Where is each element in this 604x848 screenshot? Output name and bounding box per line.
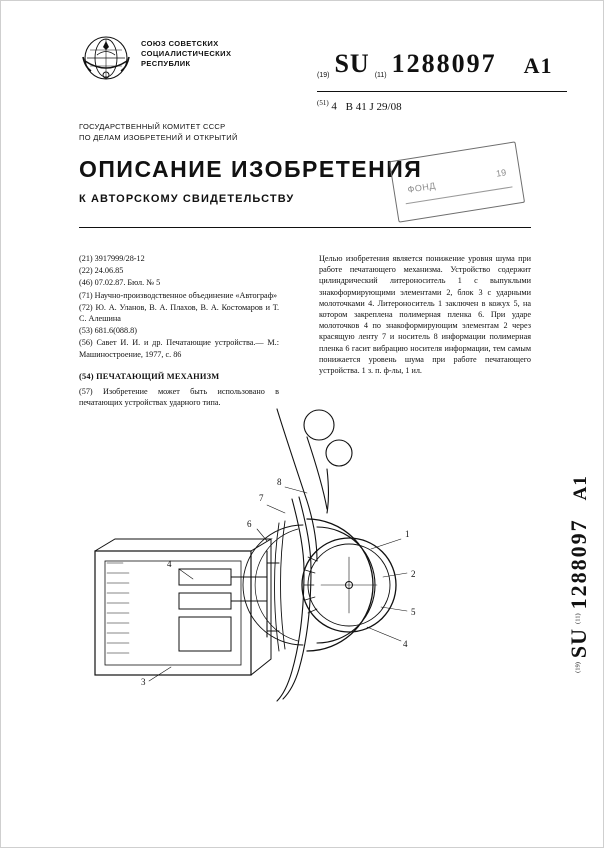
callout-4: 4: [403, 639, 408, 649]
side-code-11: (11): [574, 613, 582, 624]
ussr-coat-of-arms-icon: [79, 31, 133, 85]
side-code-19: (19): [574, 662, 582, 673]
archive-stamp: [389, 141, 525, 222]
header-rule: [79, 227, 531, 228]
biblio-left-column: [79, 253, 279, 408]
field-72: (72) Ю. А. Уланов, В. А. Плахов, В. А. Костомаров и Т. С. Алешина: [79, 302, 279, 324]
callout-6: 6: [247, 519, 252, 529]
document-header: [1, 1, 604, 142]
code-51-label: (51): [317, 99, 329, 107]
side-country-code: SU: [566, 627, 591, 659]
code-11-label: (11): [374, 72, 387, 79]
invention-title: ПЕЧАТАЮЩИЙ МЕХАНИЗМ: [96, 371, 220, 381]
header-divider: [317, 91, 567, 92]
stamp-text: ФОНД: [406, 180, 437, 195]
state-name-label: СОЮЗ СОВЕТСКИХ СОЦИАЛИСТИЧЕСКИХ РЕСПУБЛИК: [141, 39, 232, 68]
callout-1: 1: [405, 529, 410, 539]
side-patent-number: [549, 431, 589, 761]
field-53: (53) 681.6(088.8): [79, 326, 137, 336]
stamp-border: [389, 141, 525, 222]
field-22: (22) 24.06.85: [79, 266, 124, 276]
field-71: (71) Научно-производственное объединение «Автограф»: [79, 290, 278, 300]
callout-2: 2: [411, 569, 416, 579]
abstract-right-column: Целью изобретения является понижение уровня шума при работе печатающего механизма. Устройство содержит цилиндрический литероноситель 1 с выпуклыми знакоформирующими элементами 2, блок 3 с ударными молоточками 4. Литероноситель 1 заключен в кожух 5, на котором закреплена полимерная пленка 6. При ударе молоточков 4 по знакоформирующим элементам 2 через красящую ленту 7 и носитель 8 информации полимерная пленка 6 гасит вибрацию носителя информации, тем самым понижается уровень шума при работе печатающего устройства. 1 з. п. ф-лы, 1 ил.: [319, 254, 531, 376]
page-title: ОПИСАНИЕ ИЗОБРЕТЕНИЯ: [79, 156, 423, 182]
stamp-number: 19: [495, 167, 507, 179]
callout-7: 7: [259, 493, 264, 503]
field-46: (46) 07.02.87. Бюл. № 5: [79, 278, 161, 288]
document-number-row: [317, 49, 553, 79]
abstract-text-left: Изобретение может быть использовано в печатающих устройствах ударного типа.: [79, 387, 279, 408]
callout-5: 5: [411, 607, 416, 617]
patent-number: 1288097: [391, 49, 497, 78]
side-kind-code: A1: [570, 475, 591, 501]
figure-printing-mechanism: [71, 401, 491, 731]
code-19-label: (19): [317, 72, 330, 79]
field-57-code: (57): [79, 387, 93, 397]
committee-label: ГОСУДАРСТВЕННЫЙ КОМИТЕТ СССР ПО ДЕЛАМ ИЗОБРЕТЕНИЙ И ОТКРЫТИЙ: [79, 122, 238, 142]
country-code: SU: [334, 49, 370, 78]
page-subtitle: К АВТОРСКОМУ СВИДЕТЕЛЬСТВУ: [79, 193, 295, 205]
kind-code: A1: [523, 53, 553, 78]
invention-title-line: [79, 371, 279, 382]
callout-4b: 4: [167, 559, 172, 569]
callout-3: 3: [141, 677, 146, 687]
ipc-class-value: B 41 J 29/08: [345, 100, 402, 113]
field-56: (56) Савет И. И. и др. Печатающие устройства.— М.: Машиностроение, 1977, с. 86: [79, 338, 279, 359]
ipc-edition: 4: [331, 100, 337, 113]
side-number: 1288097: [566, 518, 591, 610]
callout-8: 8: [277, 477, 282, 487]
field-54-code: (54): [79, 371, 94, 381]
field-21: (21) 3917999/28-12: [79, 254, 145, 263]
ipc-classification: [317, 99, 402, 113]
